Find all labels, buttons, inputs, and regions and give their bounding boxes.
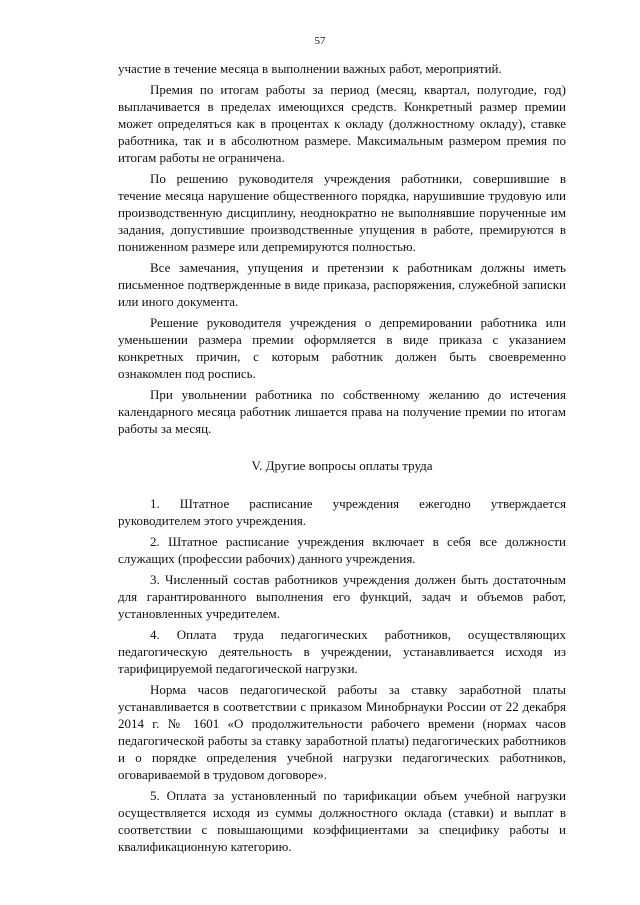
paragraph: Премия по итогам работы за период (месяц, квартал, полугодие, год) выплачивается в пределах имеющихся средств. Конкретный размер премии может определяться как в процентах к окладу (должностному окладу), ставке работника, так и в абсолютном размере. Максимальным размером премия по итогам работы не ограничена.	[118, 82, 566, 165]
page-number: 57	[314, 35, 326, 47]
paragraph: Норма часов педагогической работы за ставку заработной платы устанавливается в соответствии с приказом Минобрнауки России от 22 декабря 2014 г. № 1601 «О продолжительности рабочего времени (нормах часов педагогической работы за ставку заработной платы) педагогических работников и о порядке определения учебной нагрузки педагогических работников, оговариваемой в трудовом договоре».	[118, 682, 566, 782]
list-item: 1. Штатное расписание учреждения ежегодно утверждается руководителем этого учреждения.	[118, 496, 566, 528]
section-heading: V. Другие вопросы оплаты труда	[251, 458, 433, 473]
paragraph: Все замечания, упущения и претензии к работникам должны иметь письменное подтвержденные в виде приказа, распоряжения, служебной записки или иного документа.	[118, 260, 566, 309]
paragraph: При увольнении работника по собственному желанию до истечения календарного месяца работник лишается права на получение премии по итогам работы за месяц.	[118, 387, 566, 436]
list-item: 3. Численный состав работников учреждения должен быть достаточным для гарантированного выполнения его функций, задач и объемов работ, установленных учредителем.	[118, 572, 566, 621]
list-item: 2. Штатное расписание учреждения включает в себя все должности служащих (профессии рабочих) данного учреждения.	[118, 534, 566, 566]
list-item: 4. Оплата труда педагогических работников, осуществляющих педагогическую деятельность в учреждении, устанавливается исходя из тарифицируемой педагогической нагрузки.	[118, 627, 566, 676]
list-item: 5. Оплата за установленный по тарификации объем учебной нагрузки осуществляется исходя из суммы должностного оклада (ставки) и выплат в соответствии с повышающими коэффициентами за специфику работы и квалификационную категорию.	[118, 788, 566, 854]
paragraph: По решению руководителя учреждения работники, совершившие в течение месяца нарушение общественного порядка, нарушившие трудовую или производственную дисциплину, неоднократно не выполнявшие порученные им задания, допустившие производственные упущения в работе, премируются в пониженном размере или депремируются полностью.	[118, 171, 566, 254]
paragraph: Решение руководителя учреждения о депремировании работника или уменьшении размера премии оформляется в виде приказа с указанием конкретных причин, с которым работник должен быть своевременно ознакомлен под роспись.	[118, 315, 566, 381]
paragraph-continuation: участие в течение месяца в выполнении важных работ, мероприятий.	[118, 61, 502, 76]
document-body	[118, 60, 566, 859]
